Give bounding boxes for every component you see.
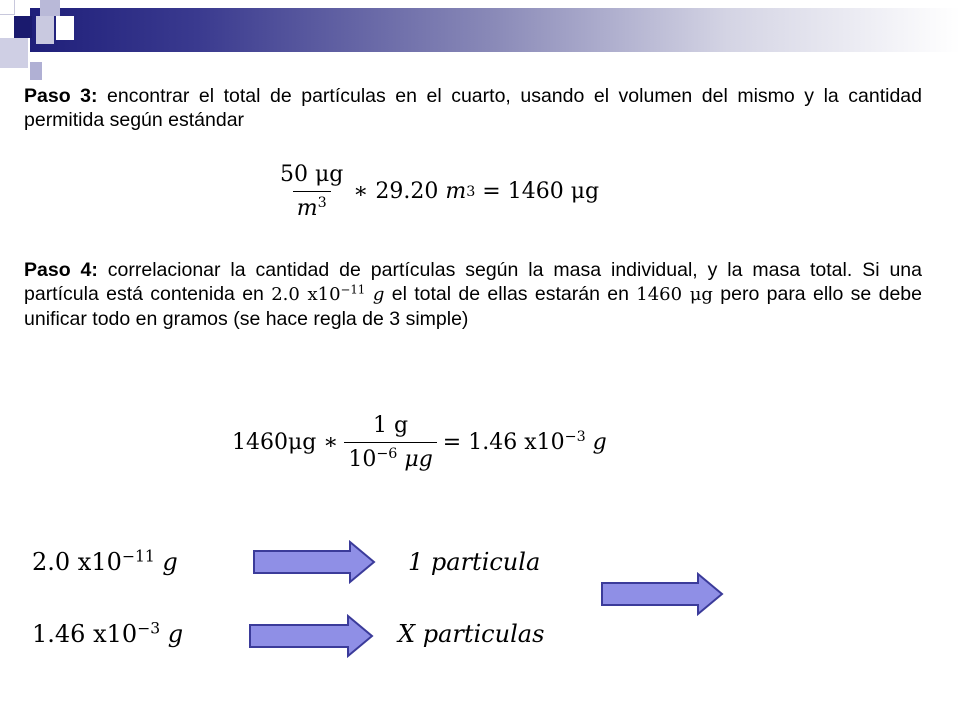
paso-4-text: correlacionar la cantidad de partículas según la masa individual, y la masa total. Si una partícula está contenida en xyxy=(24,259,922,305)
volume-unit: m xyxy=(445,179,467,204)
equation-result: 1.46 $x10^{-3}$ g xyxy=(468,429,607,455)
multiply-operator: ∗ xyxy=(353,179,369,204)
header-square xyxy=(0,38,28,68)
paso-4-text: pero para ello se debe unificar todo en gramos (se hace regla de xyxy=(24,283,922,330)
paso-4-text: el total de ellas estarán en xyxy=(384,283,637,305)
header-square xyxy=(14,16,32,38)
equation-concentration: $\frac{50 \mu g}{m^3}$ ∗ 29.20 m 3 = 1460 μg xyxy=(270,162,599,221)
header-square xyxy=(56,16,74,40)
fraction-numerator: 50 μg xyxy=(280,162,344,187)
rule-row2-particles: X particulas xyxy=(398,620,545,648)
paso-3-label: Paso 3: xyxy=(24,85,98,107)
equals-sign: = xyxy=(482,179,501,204)
header-square xyxy=(36,16,54,44)
fraction-50ug-per-m3 xyxy=(276,162,347,221)
fraction-numerator: 1 g xyxy=(373,413,409,438)
rule-row2-mass: 1.46 $x10^{-3}$ g xyxy=(32,619,184,648)
equation-left-term: 1460μg xyxy=(232,430,317,455)
inline-math-total-mass: 1460 μg xyxy=(636,284,713,305)
paso-3-paragraph xyxy=(24,84,922,132)
right-arrow-icon xyxy=(248,614,374,658)
paso-4-paragraph xyxy=(24,258,922,331)
equation-result: 1460 μg xyxy=(507,179,600,204)
rule-row1-particles: 1 particula xyxy=(408,548,541,576)
fraction-denominator: $m^3$ xyxy=(293,191,331,221)
volume-value: 29.20 xyxy=(375,179,439,204)
header-gradient-bar xyxy=(30,8,960,52)
multiply-operator: ∗ xyxy=(323,430,339,455)
right-arrow-icon xyxy=(600,572,724,616)
right-arrow-icon xyxy=(252,540,376,584)
paso-3-text: encontrar el total de partículas en el cuarto, usando el volumen del mismo y la cantidad permitida según estándar xyxy=(24,85,922,131)
fraction-denominator: $10^{-6}$ μg xyxy=(344,442,436,472)
header-square xyxy=(0,0,15,15)
rule-of-three-number: 3 xyxy=(389,308,401,330)
header-square xyxy=(30,62,42,80)
equation-conversion-grams xyxy=(232,413,607,472)
inline-math-particle-mass: 2.0 $x10^{-11}$ g xyxy=(271,282,385,305)
paso-4-text: simple) xyxy=(400,308,469,330)
header-square xyxy=(40,0,60,16)
fraction-g-per-ug xyxy=(344,413,436,472)
rule-row1-mass: 2.0 $x10^{-11}$ g xyxy=(32,547,178,576)
equals-sign: = xyxy=(442,430,462,455)
paso-4-label: Paso 4: xyxy=(24,259,98,281)
